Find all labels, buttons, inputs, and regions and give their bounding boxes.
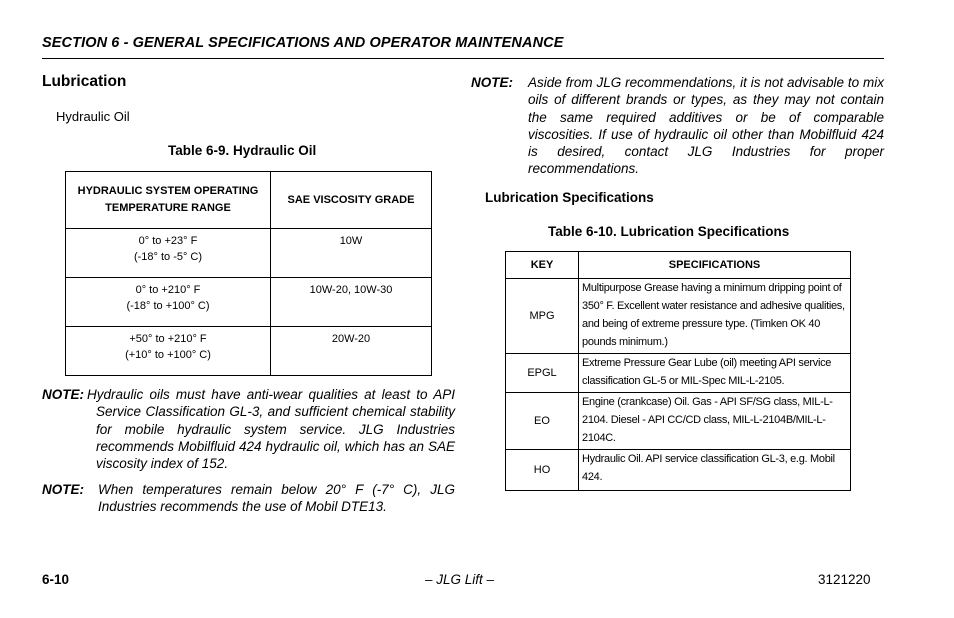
hydraulic-oil-table [65,171,432,376]
key-cell: HO [506,450,579,491]
viscosity-cell: 10W [271,229,432,278]
temperature-cell: 0° to +210° F (-18° to +100° C) [66,278,271,327]
table-header-temperature: HYDRAULIC SYSTEM OPERATING TEMPERATURE RANGE [66,172,271,229]
temperature-cell: +50° to +210° F (+10° to +100° C) [66,327,271,376]
note-mixing-oils [471,74,884,178]
viscosity-cell: 20W-20 [271,327,432,376]
key-cell: EPGL [506,354,579,393]
page-number: 6-10 [42,572,70,587]
note-text: When temperatures remain below 20° F (-7° C), JLG Industries recommends the use of Mobil DTE13. [98,482,455,515]
note-text: Aside from JLG recommendations, it is not advisable to mix oils of different brands or types, as they may not contain the same required additives or be of comparable viscosities. If use of hydraulic oil other than Mobilfluid 424 is desired, contact JLG Industries for proper recommendations. [528,75,884,177]
hydraulic-oil-subheading: Hydraulic Oil [56,109,130,124]
lubrication-specs-heading: Lubrication Specifications [485,190,654,205]
hydraulic-table-caption: Table 6-9. Hydraulic Oil [168,143,317,158]
lubrication-heading: Lubrication [42,73,127,90]
document-number: 3121220 [818,572,871,587]
table-row [66,229,432,278]
note-label: NOTE: [42,387,84,402]
specification-cell: Extreme Pressure Gear Lube (oil) meeting API service classification GL-5 or MIL-Spec MIL-L-2105. [579,354,851,393]
key-cell: MPG [506,279,579,354]
specification-cell: Engine (crankcase) Oil. Gas - API SF/SG class, MIL-L-2104. Diesel - API CC/CD class, MIL-L-2104B/MIL-L-2104C. [579,393,851,450]
table-row [506,279,851,354]
specs-table-caption: Table 6-10. Lubrication Specifications [548,224,790,239]
table-row [506,354,851,393]
note-label: NOTE: [42,482,84,497]
note-anti-wear [42,386,455,472]
table-row [506,450,851,491]
table-row [506,393,851,450]
table-header-key: KEY [506,252,579,279]
table-header-specifications: SPECIFICATIONS [579,252,851,279]
section-header: SECTION 6 - GENERAL SPECIFICATIONS AND OPERATOR MAINTENANCE [42,35,564,51]
specification-cell: Multipurpose Grease having a minimum dripping point of 350° F. Excellent water resistance and adhesive qualities, and being of extreme pressure type. (Timken OK 40 pounds minimum.) [579,279,851,354]
table-row [66,327,432,376]
note-label: NOTE: [471,75,513,90]
note-text: Hydraulic oils must have anti-wear qualities at least to API Service Classification GL-3, and sufficient chemical stability for mobile hydraulic system service. JLG Industries recommends Mobilfluid 424 hydraulic oil, which has an SAE viscosity index of 152. [87,387,455,472]
table-row [66,278,432,327]
header-rule [42,58,884,59]
table-header-viscosity: SAE VISCOSITY GRADE [271,172,432,229]
specification-cell: Hydraulic Oil. API service classification GL-3, e.g. Mobil 424. [579,450,851,491]
temperature-cell: 0° to +23° F (-18° to -5° C) [66,229,271,278]
viscosity-cell: 10W-20, 10W-30 [271,278,432,327]
key-cell: EO [506,393,579,450]
lubrication-specs-table [505,251,851,491]
footer-center: – JLG Lift – [425,572,495,587]
note-low-temperature [42,481,455,516]
